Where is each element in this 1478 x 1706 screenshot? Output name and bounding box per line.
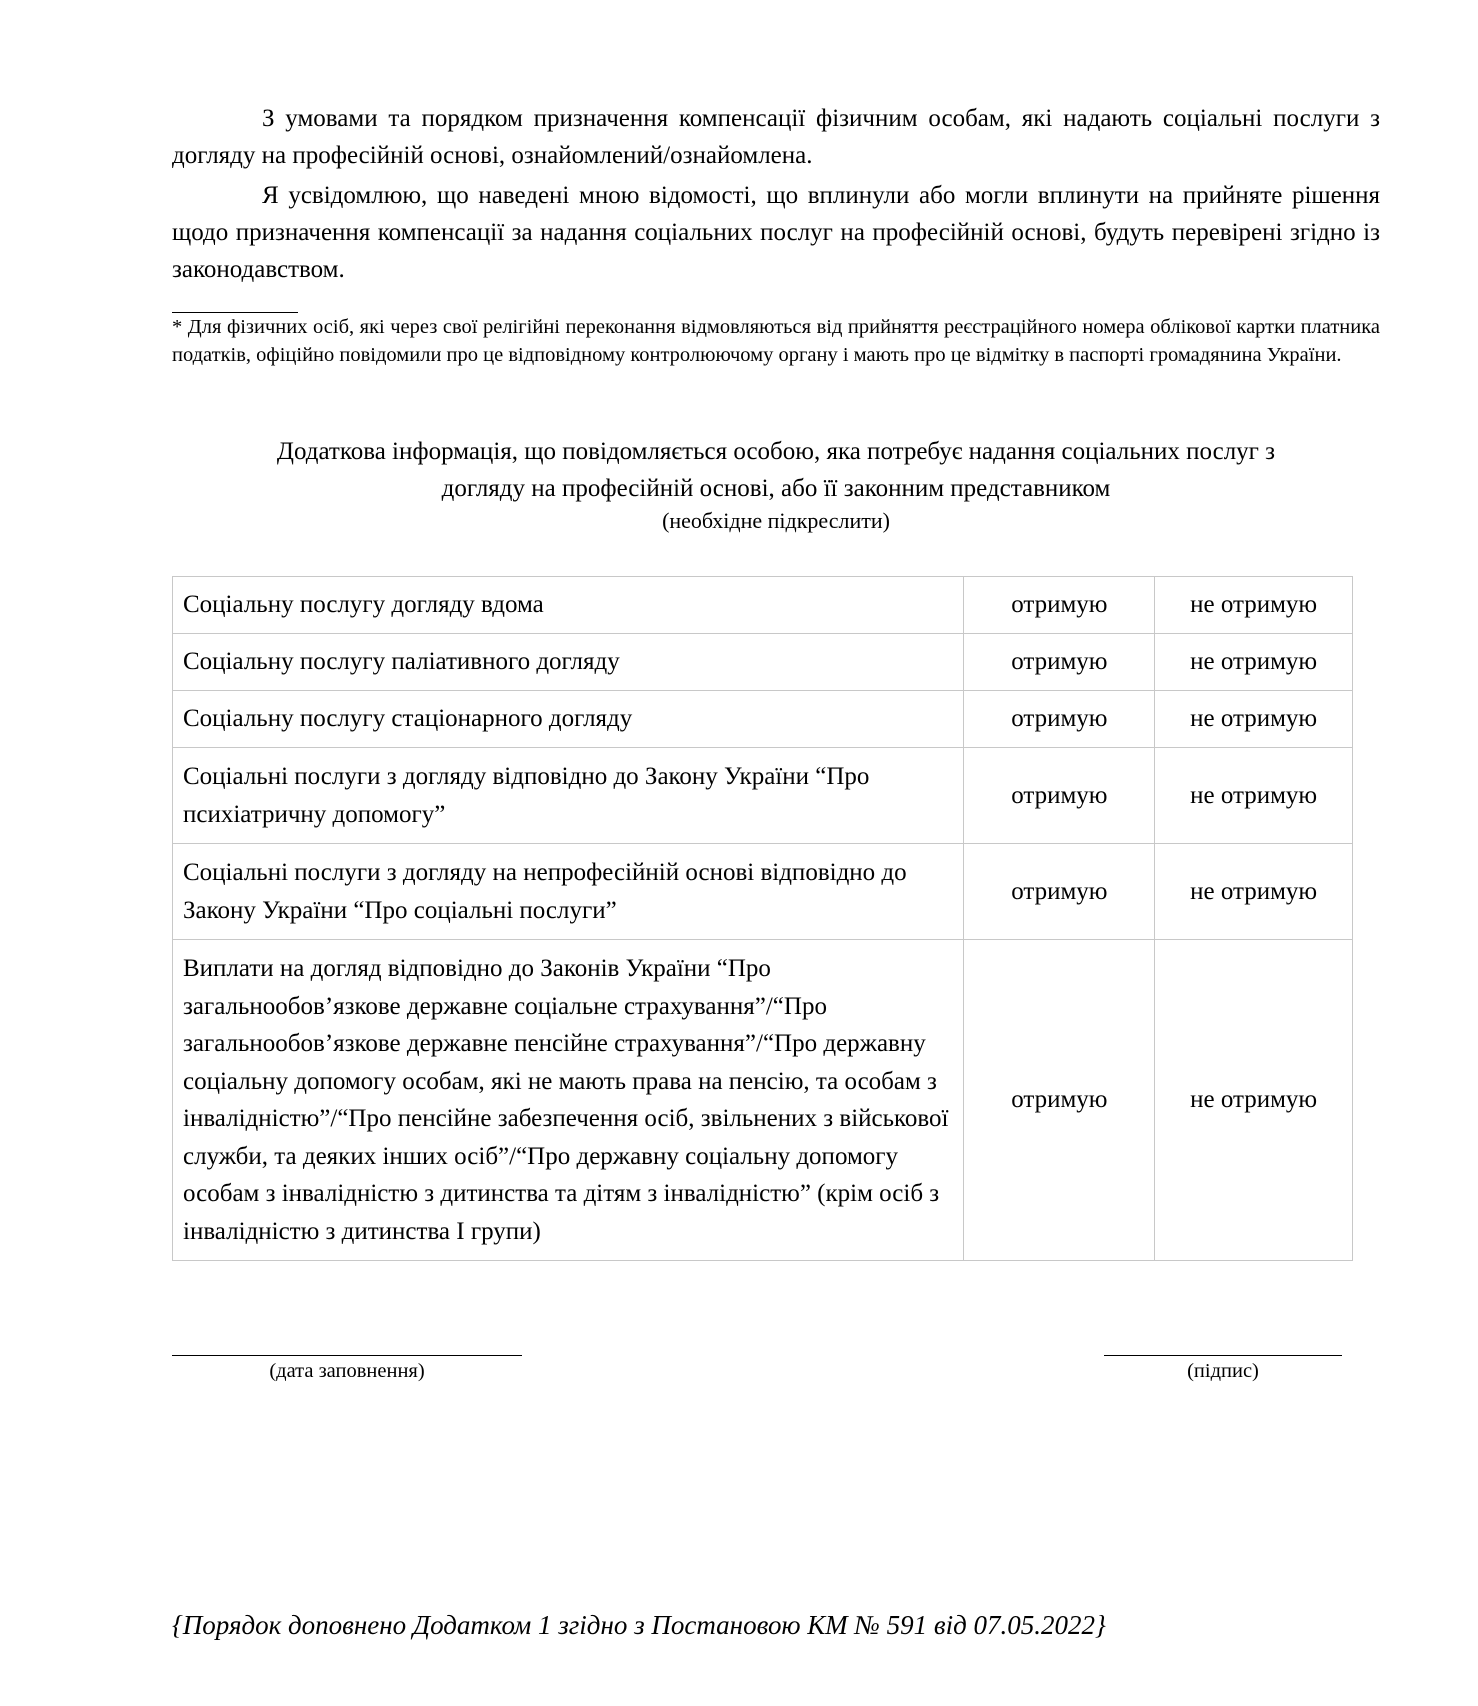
section-instruction: (необхідне підкреслити)	[662, 508, 890, 533]
option-not-receive[interactable]: не отримую	[1155, 844, 1353, 940]
section-title	[172, 433, 1380, 507]
table-row	[173, 844, 1353, 940]
service-description: Соціальну послугу догляду вдома	[173, 577, 964, 634]
option-receive[interactable]: отримую	[964, 844, 1155, 940]
option-not-receive[interactable]: не отримую	[1155, 748, 1353, 844]
service-description: Соціальні послуги з догляду на непрофесійній основі відповідно до Закону України “Про соціальні послуги”	[173, 844, 964, 940]
footnote: * Для фізичних осіб, які через свої релігійні переконання відмовляються від прийняття реєстраційного номера облікової картки платника податків, офіційно повідомили про це відповідному контролюючому органу і мають про це відмітку в паспорті громадянина України.	[172, 316, 1380, 366]
services-table	[172, 576, 1353, 1261]
table-row	[173, 634, 1353, 691]
section-title-line-2: догляду на професійній основі, або її законним представником	[441, 475, 1111, 502]
service-description: Соціальну послугу стаціонарного догляду	[173, 691, 964, 748]
acknowledgement-paragraph	[172, 100, 1380, 174]
option-receive[interactable]: отримую	[964, 577, 1155, 634]
signature-field-label: (підпис)	[1187, 1360, 1259, 1382]
table-row	[173, 940, 1353, 1261]
amendment-note: {Порядок доповнено Додатком 1 згідно з Постановою КМ № 591 від 07.05.2022}	[172, 1610, 1106, 1640]
option-receive[interactable]: отримую	[964, 691, 1155, 748]
date-signature-line[interactable]	[172, 1355, 522, 1356]
acknowledgement-text: З умовами та порядком призначення компенсації фізичним особам, які надають соціальні послуги з догляду на професійній основі, ознайомлений/ознайомлена.	[172, 105, 1380, 169]
option-not-receive[interactable]: не отримую	[1155, 634, 1353, 691]
option-not-receive[interactable]: не отримую	[1155, 940, 1353, 1261]
service-description: Соціальні послуги з догляду відповідно до Закону України “Про психіатричну допомогу”	[173, 748, 964, 844]
date-field-label: (дата заповнення)	[269, 1360, 425, 1382]
table-row	[173, 577, 1353, 634]
service-description: Виплати на догляд відповідно до Законів України “Про загальнообов’язкове державне соціальне страхування”/“Про загальнообов’язкове державне пенсійне страхування”/“Про державну соціальну допомогу особам, які не мають права на пенсію, та особам з інвалідністю”/“Про пенсійне забезпечення осіб, звільнених з військової служби, та деяких інших осіб”/“Про державну соціальну допомогу особам з інвалідністю з дитинства та дітям з інвалідністю” (крім осіб з інвалідністю з дитинства І групи)	[173, 940, 964, 1261]
table-row	[173, 748, 1353, 844]
signature-line[interactable]	[1104, 1355, 1342, 1356]
option-receive[interactable]: отримую	[964, 940, 1155, 1261]
option-not-receive[interactable]: не отримую	[1155, 577, 1353, 634]
option-receive[interactable]: отримую	[964, 634, 1155, 691]
option-not-receive[interactable]: не отримую	[1155, 691, 1353, 748]
option-receive[interactable]: отримую	[964, 748, 1155, 844]
awareness-text: Я усвідомлюю, що наведені мною відомості, що вплинули або могли вплинути на прийняте рішення щодо призначення компенсації за надання соціальних послуг на професійній основі, будуть перевірені згідно із законодавством.	[172, 182, 1380, 283]
service-description: Соціальну послугу паліативного догляду	[173, 634, 964, 691]
awareness-paragraph	[172, 177, 1380, 288]
section-title-line-1: Додаткова інформація, що повідомляється особою, яка потребує надання соціальних послуг з	[276, 438, 1276, 465]
table-row	[173, 691, 1353, 748]
